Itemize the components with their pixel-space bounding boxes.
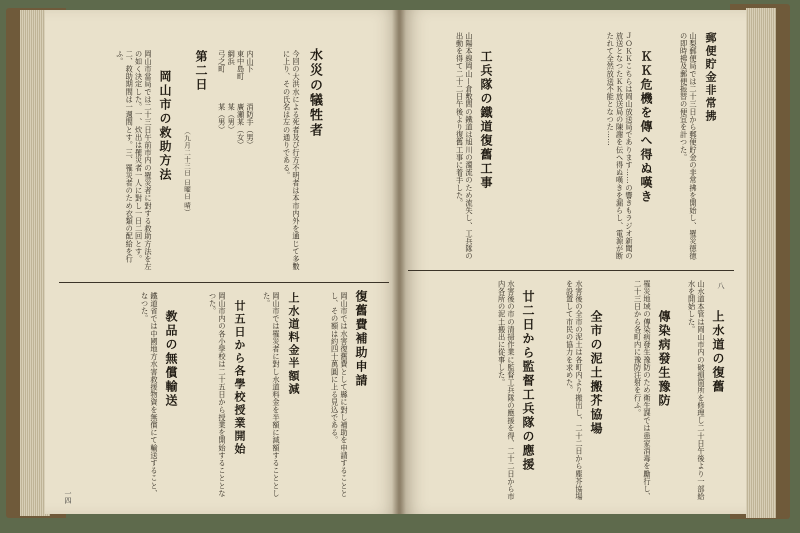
headline: 上水道の復舊 bbox=[711, 310, 725, 394]
page-number: 一四 bbox=[64, 490, 72, 504]
headline: 全市の泥土搬芥協場 bbox=[589, 310, 603, 436]
section-divider bbox=[59, 282, 389, 283]
victims-list: 内山下 消防手（男） 東中島町 廣瀬某（女） 網浜 某（男） 弓之町 某（男） bbox=[217, 50, 255, 149]
article-body: 岡山市では罹災者に對し水道料金を半額に減額することとした。 bbox=[262, 292, 281, 498]
article-body: 山陽本線岡山—倉敷間の鐵道は旭川の濁流のため流失し、工兵隊の出動を得て二十二日午後より復舊工事に着手した。 bbox=[455, 32, 474, 260]
headline: 教品の無償輸送 bbox=[164, 310, 178, 408]
headline: 岡山市の救助方法 bbox=[158, 70, 172, 182]
article-body: 水害後の市の清掃作業に監督工兵隊の應援を得、二十二日から市内各所の泥土搬出に從事した。 bbox=[497, 280, 516, 501]
headline: 工兵隊の鐵道復舊工事 bbox=[479, 50, 493, 190]
article-body: 水害後の全市の泥土は各町内より搬出し、二十二日から塵芥協場を設置して市民の協力を求めた。 bbox=[565, 280, 584, 501]
date-subheading: （九月二十三日 日曜日 晴） bbox=[183, 128, 191, 216]
article-body: 鐵道省では中國地方水害救援物資を無償にて輸送すること、なつた。 bbox=[140, 292, 159, 498]
headline: 郵便貯金非常拂 bbox=[704, 32, 717, 123]
page-number: 八 bbox=[717, 282, 725, 289]
book-gutter bbox=[392, 10, 406, 514]
article-body: 山水道本管は岡山市内の破損箇所を修理し二十日午後より一部給水を開始した。 bbox=[687, 280, 706, 501]
page-edges-right bbox=[746, 8, 776, 518]
headline: 上水道料金半額減 bbox=[287, 292, 300, 396]
article-body: 罹災地域の傳染病發生豫防のため衛生課では患家消毒を勵行し、二十三日から各町内に豫防注射を行ふ。 bbox=[633, 280, 652, 501]
headline: 傳染病發生豫防 bbox=[657, 310, 671, 408]
article-body: 岡山市では水害復舊費として縣に對し補助を申請することとし、その額は約四十萬圓に上る見込である。 bbox=[330, 292, 349, 498]
section-divider bbox=[408, 270, 734, 271]
right-page bbox=[400, 10, 746, 514]
headline: ＫＫ危機を傳へ得ぬ嘆き bbox=[639, 50, 653, 204]
article-body: ＪＯＫＫこちらは岡山放送局であります……の響きもラジオ新聞の放送となつたＫＫ放送局の陳謝を伝へ得ぬ嘆きを漏らし、電源が断たれて全然放送不能となつた…… bbox=[606, 32, 634, 260]
article-body: 山梨郵便局では二十三日から郵便貯金の非常拂を開始し、罹災徳徳の即時拂及郵便振替の便宜を計つた。 bbox=[679, 32, 698, 260]
article-body: 今回の大洪水による死者及び行方不明者は本市内外を通じて多數に上り、その氏名は左の通りである。 bbox=[282, 50, 301, 271]
headline: 水災の犠牲者 bbox=[307, 48, 322, 138]
article-body: 岡山市當局では二十三日午前市内の罹災者に對する救助方法を左の如く決定した。一、炊出は罹災者一人に對し一日二回とす。二、救助期間は一週間とす。三、罹災者のため衣類の配給を行ふ。 bbox=[115, 50, 153, 271]
headline: 廿二日から監督工兵隊の應援 bbox=[521, 290, 535, 472]
left-page bbox=[45, 10, 402, 514]
headline: 復舊費補助申請 bbox=[354, 290, 368, 388]
headline: 廿五日から各學校授業開始 bbox=[233, 300, 246, 456]
date-heading: 第二日 bbox=[194, 50, 208, 92]
article-body: 岡山市内の各小學校は二十五日から授業を開始することとなつた。 bbox=[208, 292, 227, 498]
